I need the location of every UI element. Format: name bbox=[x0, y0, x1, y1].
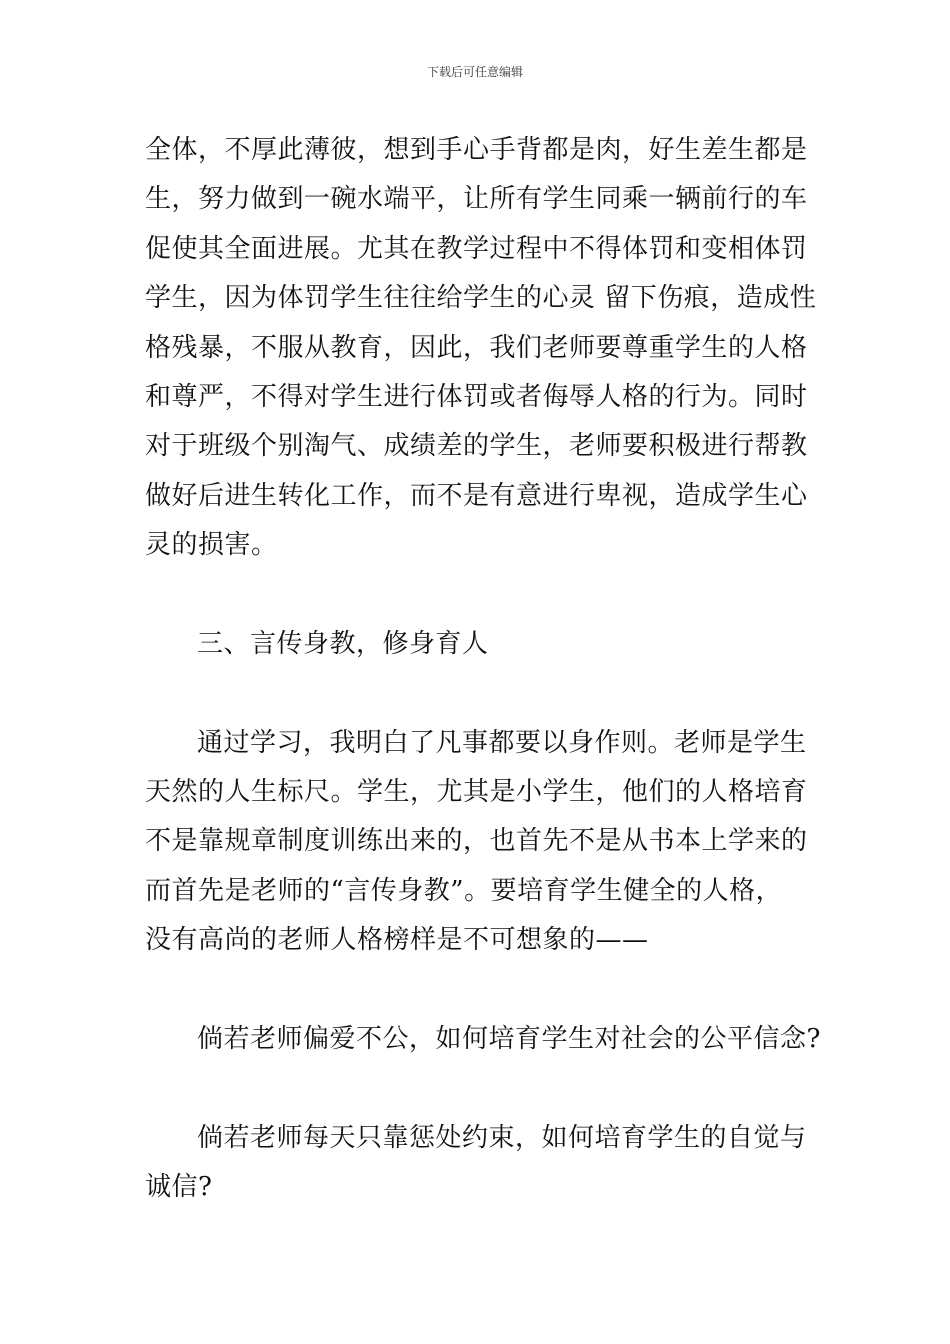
paragraph bbox=[145, 1114, 807, 1213]
paragraph-gap bbox=[145, 669, 807, 718]
text-line: 全体，不厚此薄彼，想到手心手背都是肉，好生差生都是 bbox=[145, 135, 808, 165]
text-line: 没有高尚的老师人格榜样是不可想象的—— bbox=[145, 925, 649, 956]
paragraph bbox=[145, 1015, 821, 1064]
text-line: 倘若老师每天只靠惩处约束，如何培育学生的自觉与 bbox=[197, 1122, 807, 1153]
paragraph-gap bbox=[145, 966, 807, 1015]
text-line: 通过学习，我明白了凡事都要以身作则。老师是学生 bbox=[197, 727, 807, 758]
paragraph bbox=[145, 719, 807, 966]
text-line: 而首先是老师的“言传身教”。要培育学生健全的人格， bbox=[145, 875, 783, 906]
text-line: 格残暴，不服从教育，因此，我们老师要尊重学生的人格 bbox=[145, 332, 808, 363]
text-line: 不是靠规章制度训练出来的，也首先不是从书本上学来的 bbox=[145, 826, 808, 857]
paragraph-gap bbox=[145, 571, 807, 620]
text-line: 做好后进生转化工作，而不是有意进行卑视，造成学生心 bbox=[145, 480, 808, 511]
text-line: 生，努力做到一碗水端平，让所有学生同乘一辆前行的车 bbox=[145, 184, 808, 215]
text-line: 和尊严，不得对学生进行体罚或者侮辱人格的行为。同时 bbox=[145, 381, 808, 412]
text-line: 灵的损害。 bbox=[145, 530, 278, 561]
page-header: 下载后可任意编辑 bbox=[426, 65, 523, 79]
text-line: 天然的人生标尺。学生，尤其是小学生，他们的人格培育 bbox=[145, 777, 808, 808]
text-line: 倘若老师偏爱不公，如何培育学生对社会的公平信念? bbox=[197, 1024, 821, 1055]
text-line: 学生，因为体罚学生往往给学生的心灵 留下伤痕，造成性 bbox=[145, 283, 817, 314]
text-line: 诚信? bbox=[145, 1172, 213, 1203]
paragraph-gap bbox=[145, 1064, 807, 1113]
text-line: 促使其全面进展。尤其在教学过程中不得体罚和变相体罚 bbox=[145, 233, 808, 264]
section-heading bbox=[145, 620, 807, 669]
document-body bbox=[145, 126, 821, 1213]
heading-line: 三、言传身教，修身育人 bbox=[197, 628, 489, 659]
paragraph bbox=[145, 126, 817, 571]
text-line: 对于班级个别淘气、成绩差的学生，老师要积极进行帮教 bbox=[145, 431, 808, 462]
